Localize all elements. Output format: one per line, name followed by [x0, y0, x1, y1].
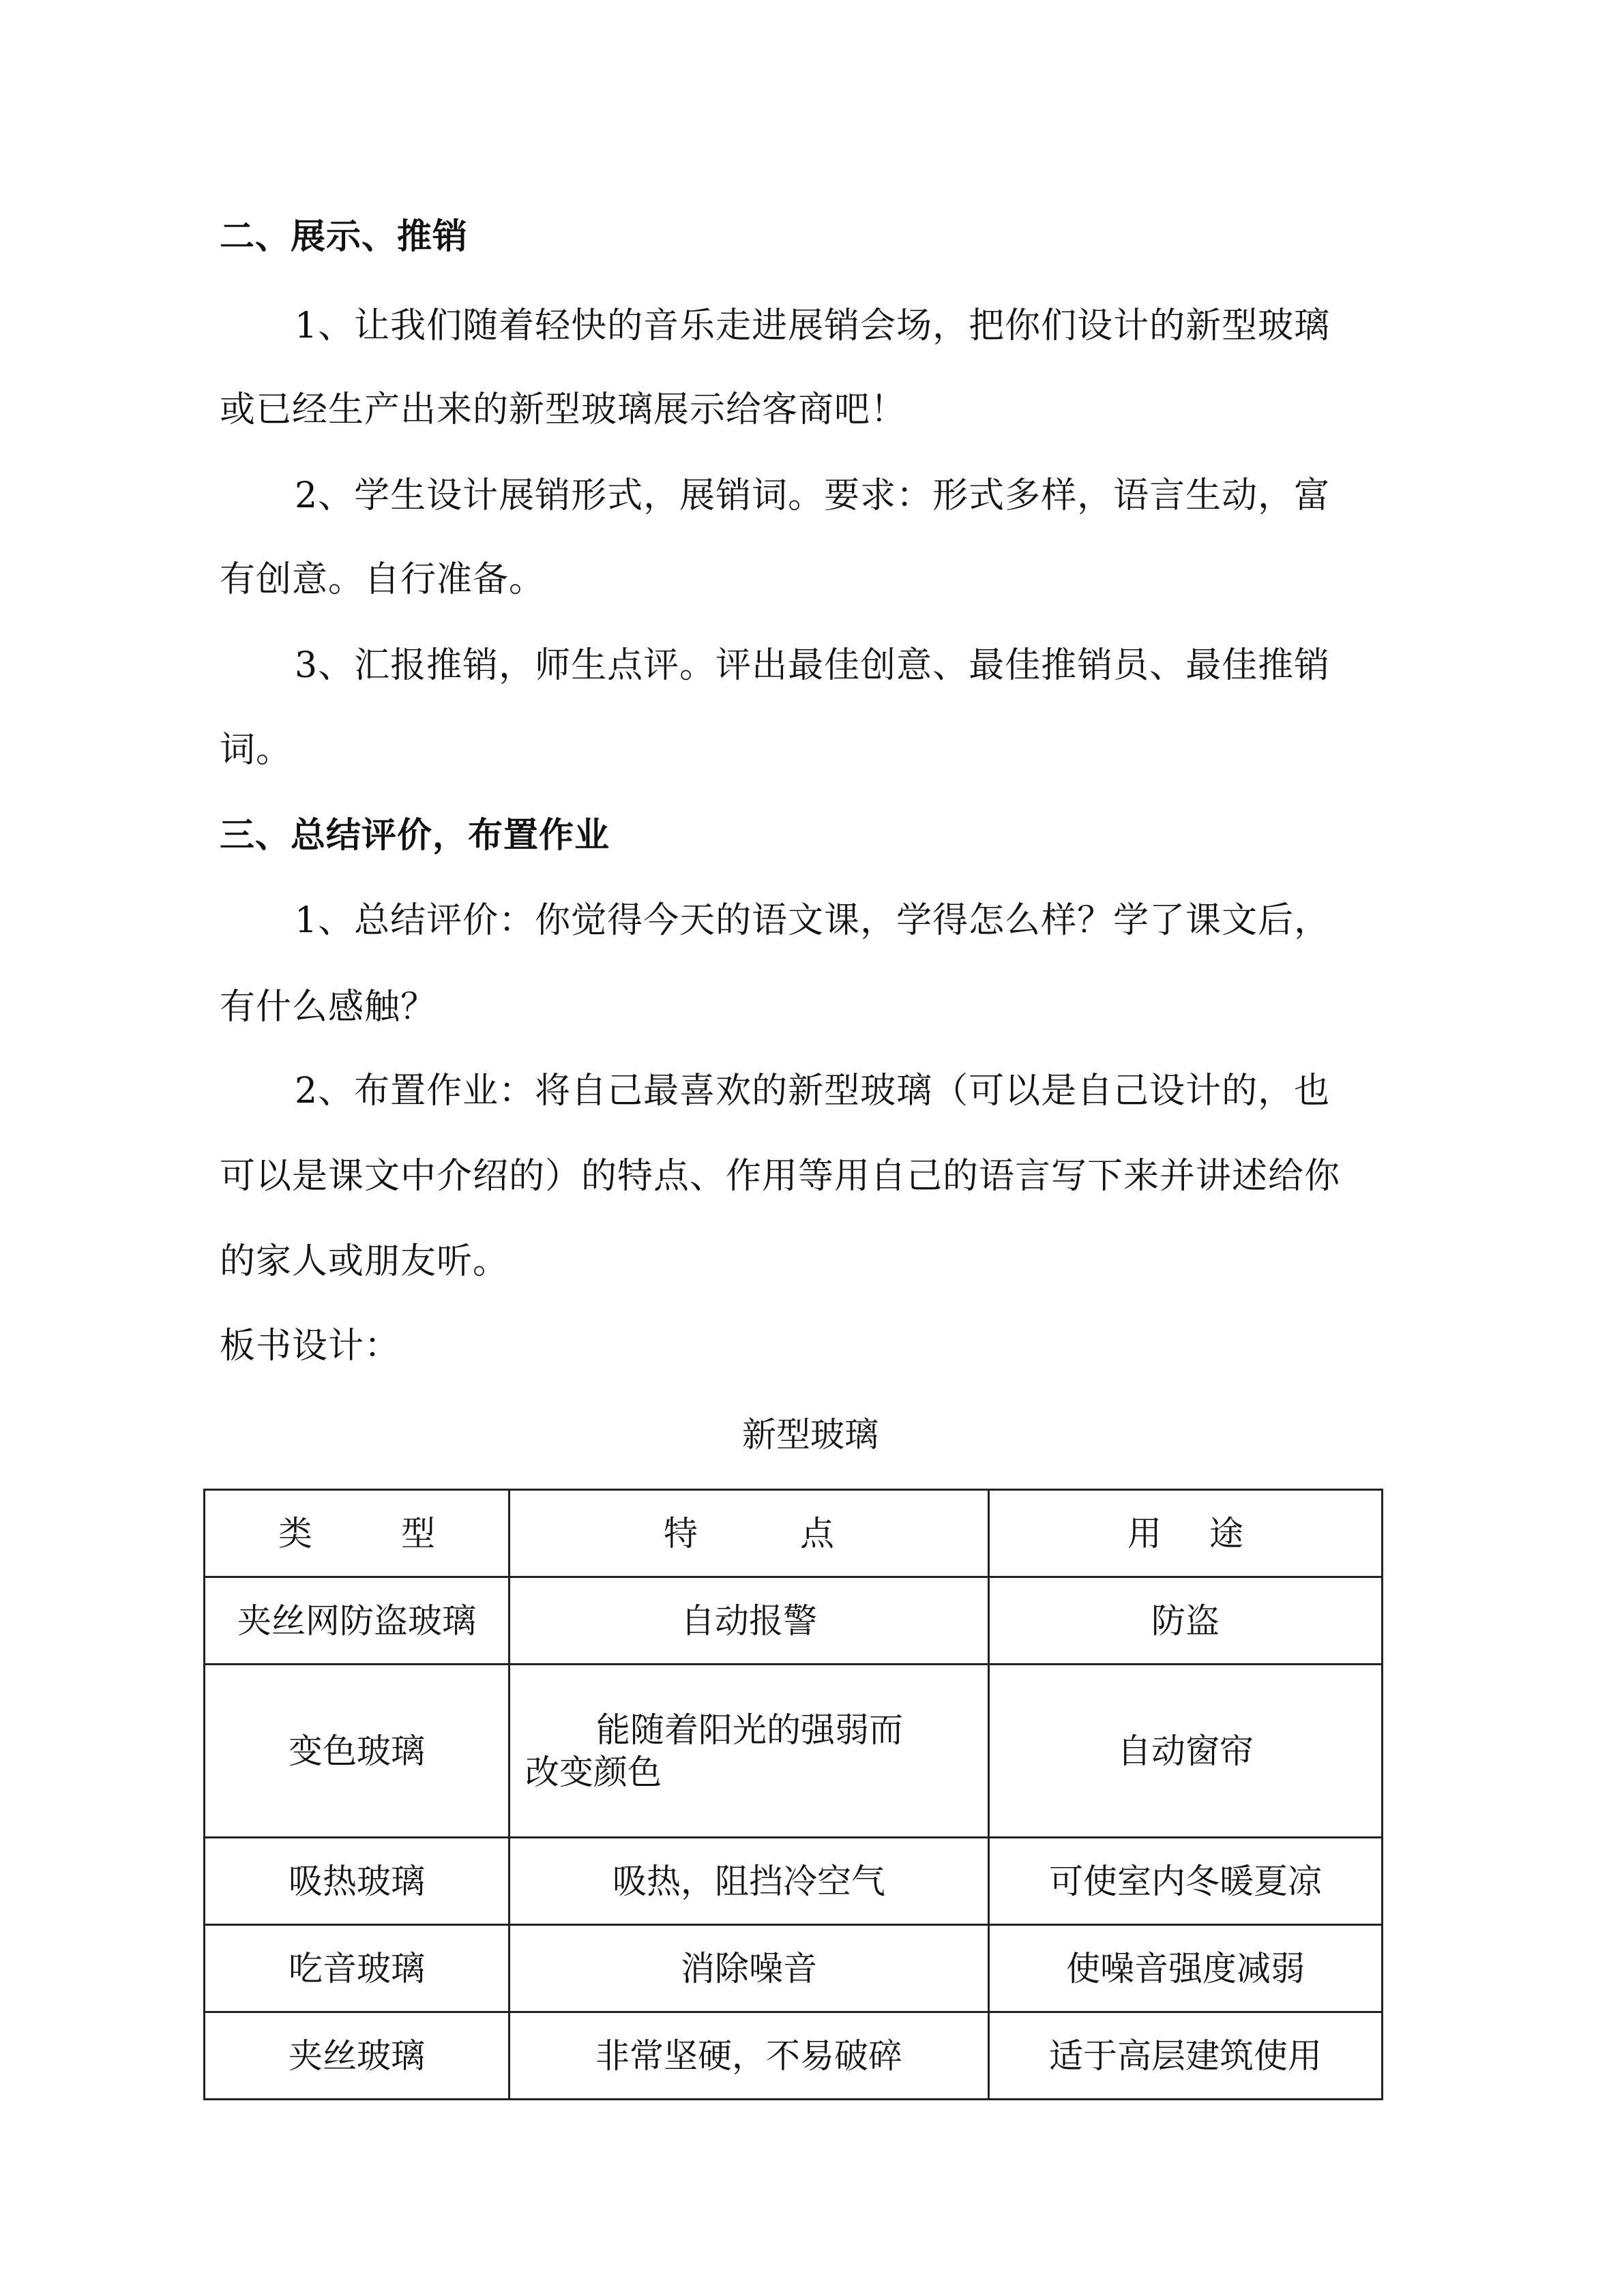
section-3-paragraph-2-line-3: 的家人或朋友听。: [220, 1241, 510, 1282]
table-row: [205, 1925, 1383, 2012]
section-2-heading: 二、展示、推销: [220, 217, 469, 257]
table-row: [205, 1665, 1383, 1838]
table-row: [205, 1577, 1383, 1665]
cell-use: 自动窗帘: [989, 1665, 1383, 1838]
cell-type: 夹丝玻璃: [205, 2012, 510, 2100]
board-caption: 新型玻璃: [742, 1415, 879, 1455]
cell-type: 变色玻璃: [205, 1665, 510, 1838]
section-2-paragraph-3-line-2: 词。: [220, 730, 293, 771]
cell-feature: [510, 1665, 989, 1838]
section-3-paragraph-1-line-1: 1、总结评价：你觉得今天的语文课，学得怎么样？学了课文后，: [295, 900, 1331, 941]
cell-feature: 吸热，阻挡冷空气: [510, 1838, 989, 1925]
header-type: 类型: [205, 1490, 510, 1577]
cell-use: 适于高层建筑使用: [989, 2012, 1383, 2100]
cell-type: 夹丝网防盗玻璃: [205, 1577, 510, 1665]
cell-use: 可使室内冬暖夏凉: [989, 1838, 1383, 1925]
cell-type: 吃音玻璃: [205, 1925, 510, 2012]
cell-type: 吸热玻璃: [205, 1838, 510, 1925]
section-3-paragraph-2-line-1: 2、布置作业：将自己最喜欢的新型玻璃（可以是自己设计的，也: [295, 1071, 1331, 1112]
section-3-heading: 三、总结评价，布置作业: [220, 816, 610, 856]
board-design-table: [203, 1489, 1383, 2100]
header-feature: 特点: [510, 1490, 989, 1577]
section-2-paragraph-1-line-2: 或已经生产出来的新型玻璃展示给客商吧！: [220, 389, 907, 430]
cell-feature: 自动报警: [510, 1577, 989, 1665]
section-2-paragraph-1-line-1: 1、让我们随着轻快的音乐走进展销会场，把你们设计的新型玻璃: [295, 305, 1331, 346]
table-header-row: [205, 1490, 1383, 1577]
section-3-paragraph-2-line-2: 可以是课文中介绍的）的特点、作用等用自己的语言写下来并讲述给你: [220, 1156, 1341, 1197]
cell-use: 使噪音强度减弱: [989, 1925, 1383, 2012]
section-2-paragraph-2-line-2: 有创意。自行准备。: [220, 559, 546, 600]
section-3-paragraph-1-line-2: 有什么感触？: [220, 987, 437, 1028]
cell-feature: 非常坚硬，不易破碎: [510, 2012, 989, 2100]
cell-feature: 消除噪音: [510, 1925, 989, 2012]
section-2-paragraph-2-line-1: 2、学生设计展销形式，展销词。要求：形式多样，语言生动，富: [295, 475, 1331, 516]
cell-feature-line-1: 能随着阳光的强弱而: [596, 1710, 903, 1750]
header-use: 用途: [989, 1490, 1383, 1577]
section-2-paragraph-3-line-1: 3、汇报推销，师生点评。评出最佳创意、最佳推销员、最佳推销: [295, 645, 1331, 686]
board-design-label: 板书设计：: [220, 1326, 401, 1367]
table-row: [205, 1838, 1383, 1925]
table-row: [205, 2012, 1383, 2100]
cell-use: 防盗: [989, 1577, 1383, 1665]
cell-feature-line-2: 改变颜色: [525, 1752, 662, 1792]
